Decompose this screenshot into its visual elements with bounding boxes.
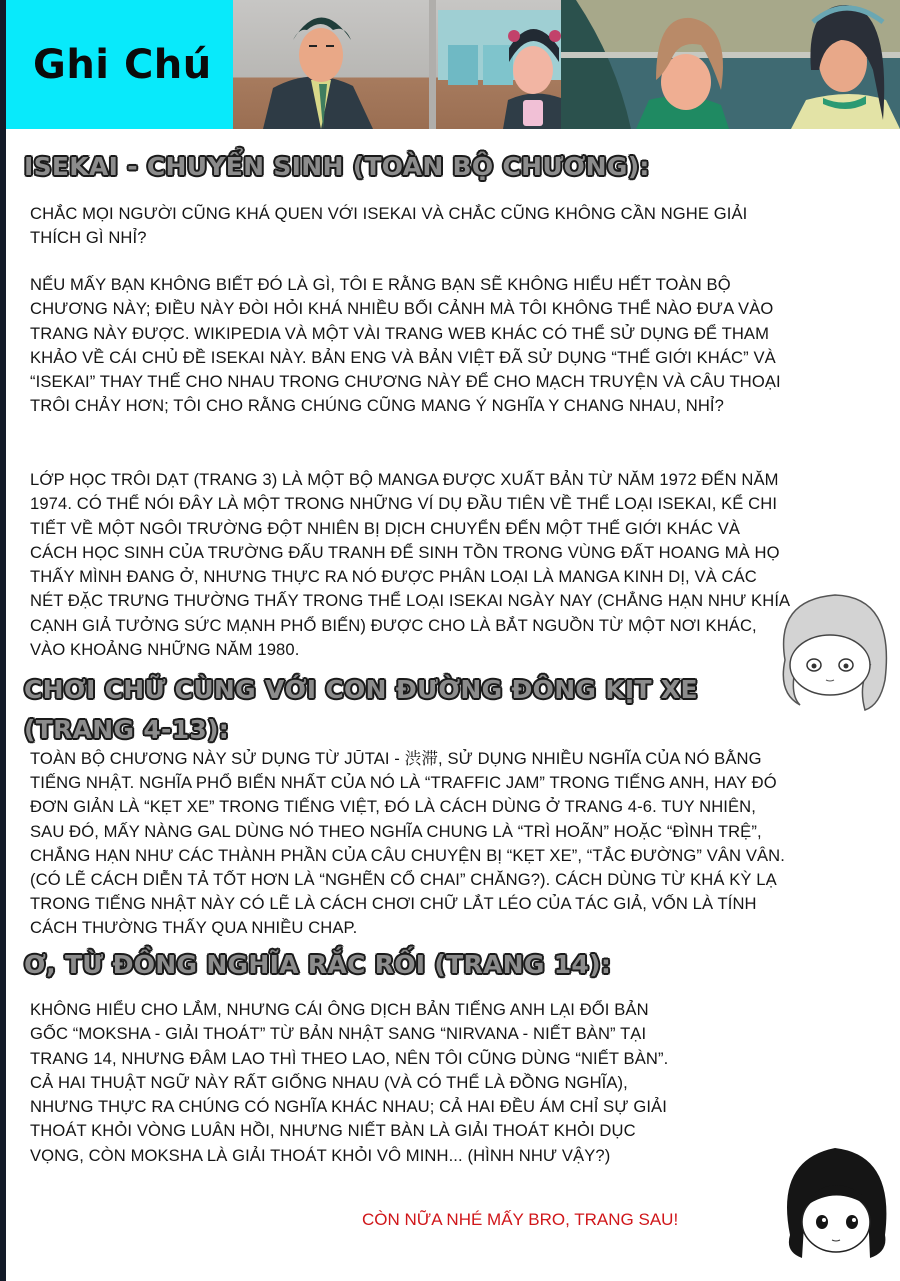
section-heading-isekai: ISEKAI - CHUYỂN SINH (TOÀN BỘ CHƯƠNG): [24,152,650,181]
continued-next-page-note: CÒN NỮA NHÉ MẤY BRO, TRANG SAU! [362,1210,679,1229]
left-border [0,0,6,1281]
paragraph-jutai-wordplay: TOÀN BỘ CHƯƠNG NÀY SỬ DỤNG TỪ JŪTAI - 渋滞, SỬ DỤNG NHIỀU NGHĨA CỦA NÓ BẰNG TIẾNG NHẬT. NGHĨA PHỔ BIẾN NHẤT CỦA NÓ LÀ “TRAFFIC JAM” TRONG TIẾNG ANH, HAY ĐÓ ĐƠN GIẢN LÀ “KẸT XE” TRONG TIẾNG VIỆT, ĐÓ LÀ CÁCH DÙNG Ở TRANG 4-6. TUY NHIÊN, SAU ĐÓ, MẤY NÀNG GAL DÙNG NÓ THEO NGHĨA CHUNG LÀ “TRÌ HOÃN” HOẶC “ĐÌNH TRỆ”, CHẲNG HẠN NHƯ CÁC THÀNH PHẦN CỦA CÂU CHUYỆN BỊ “KẸT XE”, “TẮC ĐƯỜNG” VÂN VÂN. (CÓ LẼ CÁCH DIỄN TẢ TỐT HƠN LÀ “NGHẼN CỔ CHAI” CHĂNG?). CÁCH DÙNG TỪ KHÁ KỲ LẠ TRONG TIẾNG NHẬT NÀY CÓ LẼ LÀ CÁCH CHƠI CHỮ LẮT LÉO CỦA TÁC GIẢ, VỐN LÀ TÍNH CÁCH THƯỜNG THẤY QUA NHIỀU CHAP. [30,749,785,938]
manga-panel-1-art [233,0,561,129]
section-heading-wordplay [24,670,698,750]
chibi-black-bob-illustration [770,1140,900,1270]
page-title: Ghi Chú [33,41,212,88]
paragraph-moksha-nirvana: KHÔNG HIỂU CHO LẮM, NHƯNG CÁI ÔNG DỊCH BẢN TIẾNG ANH LẠI ĐỔI BẢN GỐC “MOKSHA - GIẢI THOÁT” TỪ BẢN NHẬT SANG “NIRVANA - NIẾT BÀN” TẠI TRANG 14, NHƯNG ĐÂM LAO THÌ THEO LAO, NÊN TÔI CŨNG DÙNG “NIẾT BÀN”. CẢ HAI THUẬT NGỮ NÀY RẤT GIỐNG NHAU (VÀ CÓ THỂ LÀ ĐỒNG NGHĨA), NHƯNG THỰC RA CHÚNG CÓ NGHĨA KHÁC NHAU; CẢ HAI ĐỀU ÁM CHỈ SỰ GIẢI THOÁT KHỎI VÒNG LUÂN HỒI, NHƯNG NIẾT BÀN LÀ GIẢI THOÁT KHỎI DỤC VỌNG, CÒN MOKSHA LÀ GIẢI THOÁT KHỎI VÔ MINH... (HÌNH NHƯ VẬY?) [30,1000,669,1165]
chibi-wavy-hair-illustration [760,585,900,725]
section-heading-wordplay-line-1: CHƠI CHỮ CÙNG VỚI CON ĐƯỜNG ĐÔNG KỊT XE [24,675,698,704]
header-banner [6,0,900,129]
paragraph-isekai-context: NẾU MẤY BẠN KHÔNG BIẾT ĐÓ LÀ GÌ, TÔI E RẰNG BẠN SẼ KHÔNG HIỂU HẾT TOÀN BỘ CHƯƠNG NÀY; ĐIỀU NÀY ĐÒI HỎI KHÁ NHIỀU BỐI CẢNH MÀ TÔI KHÔNG THỂ NÀO ĐƯA VÀO TRANG NÀY ĐƯỢC. WIKIPEDIA VÀ MỘT VÀI TRANG WEB KHÁC CÓ THỂ SỬ DỤNG ĐỂ THAM KHẢO VỀ CÁI CHỦ ĐỀ ISEKAI NÀY. BẢN ENG VÀ BẢN VIỆT ĐÃ SỬ DỤNG “THẾ GIỚI KHÁC” VÀ “ISEKAI” THAY THẾ CHO NHAU TRONG CHƯƠNG NÀY ĐỂ CHO MẠCH TRUYỆN VÀ CÂU THOẠI TRÔI CHẢY HƠN; TÔI CHO RẰNG CHÚNG CŨNG MANG Ý NGHĨA Y CHANG NHAU, NHỈ? [30,275,781,416]
section-heading-synonyms: Ơ, TỪ ĐỒNG NGHĨA RẮC RỐI (TRANG 14): [24,950,612,979]
title-box [6,0,233,129]
manga-panel-1 [233,0,561,129]
manga-panel-2 [561,0,900,129]
paragraph-isekai-intro: CHẮC MỌI NGƯỜI CŨNG KHÁ QUEN VỚI ISEKAI VÀ CHẮC CŨNG KHÔNG CẦN NGHE GIẢI THÍCH GÌ NHỈ? [30,204,748,248]
section-heading-wordplay-line-2: (TRANG 4-13): [24,715,230,744]
manga-panel-2-art [561,0,900,129]
paragraph-drifting-classroom: LỚP HỌC TRÔI DẠT (TRANG 3) LÀ MỘT BỘ MANGA ĐƯỢC XUẤT BẢN TỪ NĂM 1972 ĐẾN NĂM 1974. CÓ THỂ NÓI ĐÂY LÀ MỘT TRONG NHỮNG VÍ DỤ ĐẦU TIÊN VỀ THỂ LOẠI ISEKAI, KỂ CHI TIẾT VỀ MỘT NGÔI TRƯỜNG ĐỘT NHIÊN BỊ DỊCH CHUYỂN ĐẾN MỘT THẾ GIỚI KHÁC VÀ CÁCH HỌC SINH CỦA TRƯỜNG ĐẤU TRANH ĐỂ SINH TỒN TRONG VÙNG ĐẤT HOANG MÀ HỌ THẤY MÌNH ĐANG Ở, NHƯNG THỰC RA NÓ ĐƯỢC PHÂN LOẠI LÀ MANGA KINH DỊ, VÀ CÁC NÉT ĐẶC TRƯNG THƯỜNG THẤY TRONG THỂ LOẠI ISEKAI NGÀY NAY (CHẲNG HẠN NHƯ KHÍA CẠNH GIẢ TƯỞNG SỨC MẠNH PHỔ BIẾN) ĐƯỢC CHO LÀ BẮT NGUỒN TỪ MỘT NƠI KHÁC, VÀO KHOẢNG NHỮNG NĂM 1980. [30,470,790,660]
